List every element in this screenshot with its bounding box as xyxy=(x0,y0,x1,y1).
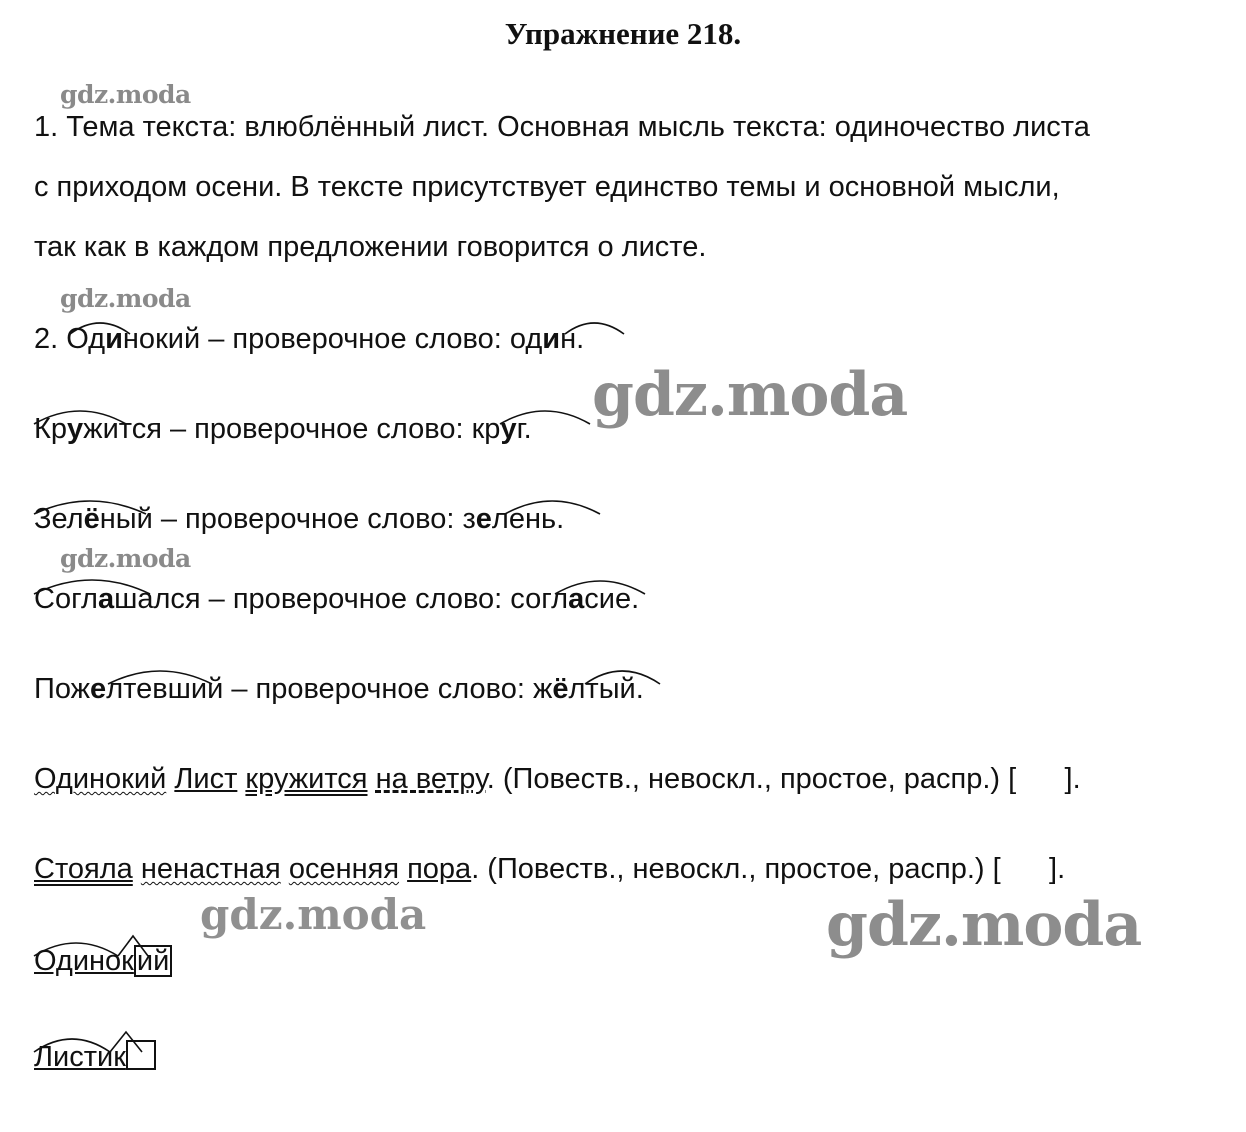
check-word: согласие. xyxy=(510,583,640,615)
subject: пора xyxy=(407,853,472,885)
adverbial: на ветру xyxy=(375,763,487,795)
exercise-title: Упражнение 218. xyxy=(504,16,742,51)
predicate: кружится xyxy=(245,763,368,795)
morpheme-parse xyxy=(34,1040,156,1074)
attribute: Одинокий xyxy=(34,763,167,795)
watermark: gdz.moda xyxy=(826,890,1142,960)
root-word: Зелёный xyxy=(34,503,153,535)
zero-ending xyxy=(126,1040,156,1070)
word-stem: Листик xyxy=(34,1041,126,1073)
check-line: Кружится – проверочное слово: круг. xyxy=(34,413,532,445)
check-word: круг. xyxy=(471,413,532,445)
watermark: gdz.moda xyxy=(60,544,191,573)
check-line: Соглашался – проверочное слово: согласие. xyxy=(34,583,640,615)
check-word: один. xyxy=(509,323,585,355)
watermark: gdz.moda xyxy=(200,890,427,939)
watermark: gdz.moda xyxy=(60,80,191,109)
word-ending: ий xyxy=(134,945,172,977)
watermark: gdz.moda xyxy=(592,360,908,430)
predicate: Стояла xyxy=(34,853,133,885)
check-word: жёлтый. xyxy=(532,673,644,705)
check-word: зелень. xyxy=(462,503,565,535)
root-word: Соглашался xyxy=(34,583,201,615)
attribute: осенняя xyxy=(288,853,400,885)
attribute: ненастная xyxy=(140,853,281,885)
root-word: Кружится xyxy=(34,413,162,445)
word-stem: Одинок xyxy=(34,945,134,977)
paragraph-line: с приходом осени. В тексте присутствует единство темы и основной мысли, xyxy=(34,171,1060,203)
check-line: Пожелтевший – проверочное слово: жёлтый. xyxy=(34,673,644,705)
root-word: Одинокий xyxy=(66,323,201,355)
morpheme-parse xyxy=(34,944,172,978)
sentence-parse: Стояла ненастная осенняя пора. (Повеств., невоскл., простое, распр.) [ ]. xyxy=(34,853,1066,885)
check-line: 2. Одинокий – проверочное слово: один. xyxy=(34,323,585,355)
check-line: Зелёный – проверочное слово: зелень. xyxy=(34,503,565,535)
paragraph-line: 1. Тема текста: влюблённый лист. Основная мысль текста: одиночество листа xyxy=(34,111,1090,143)
watermark: gdz.moda xyxy=(60,284,191,313)
sentence-parse: Одинокий Лист кружится на ветру. (Повеств., невоскл., простое, распр.) [ ]. xyxy=(34,763,1081,795)
root-word: Пожелтевший xyxy=(34,673,224,705)
paragraph-line: так как в каждом предложении говорится о листе. xyxy=(34,231,707,263)
subject: Лист xyxy=(174,763,238,795)
